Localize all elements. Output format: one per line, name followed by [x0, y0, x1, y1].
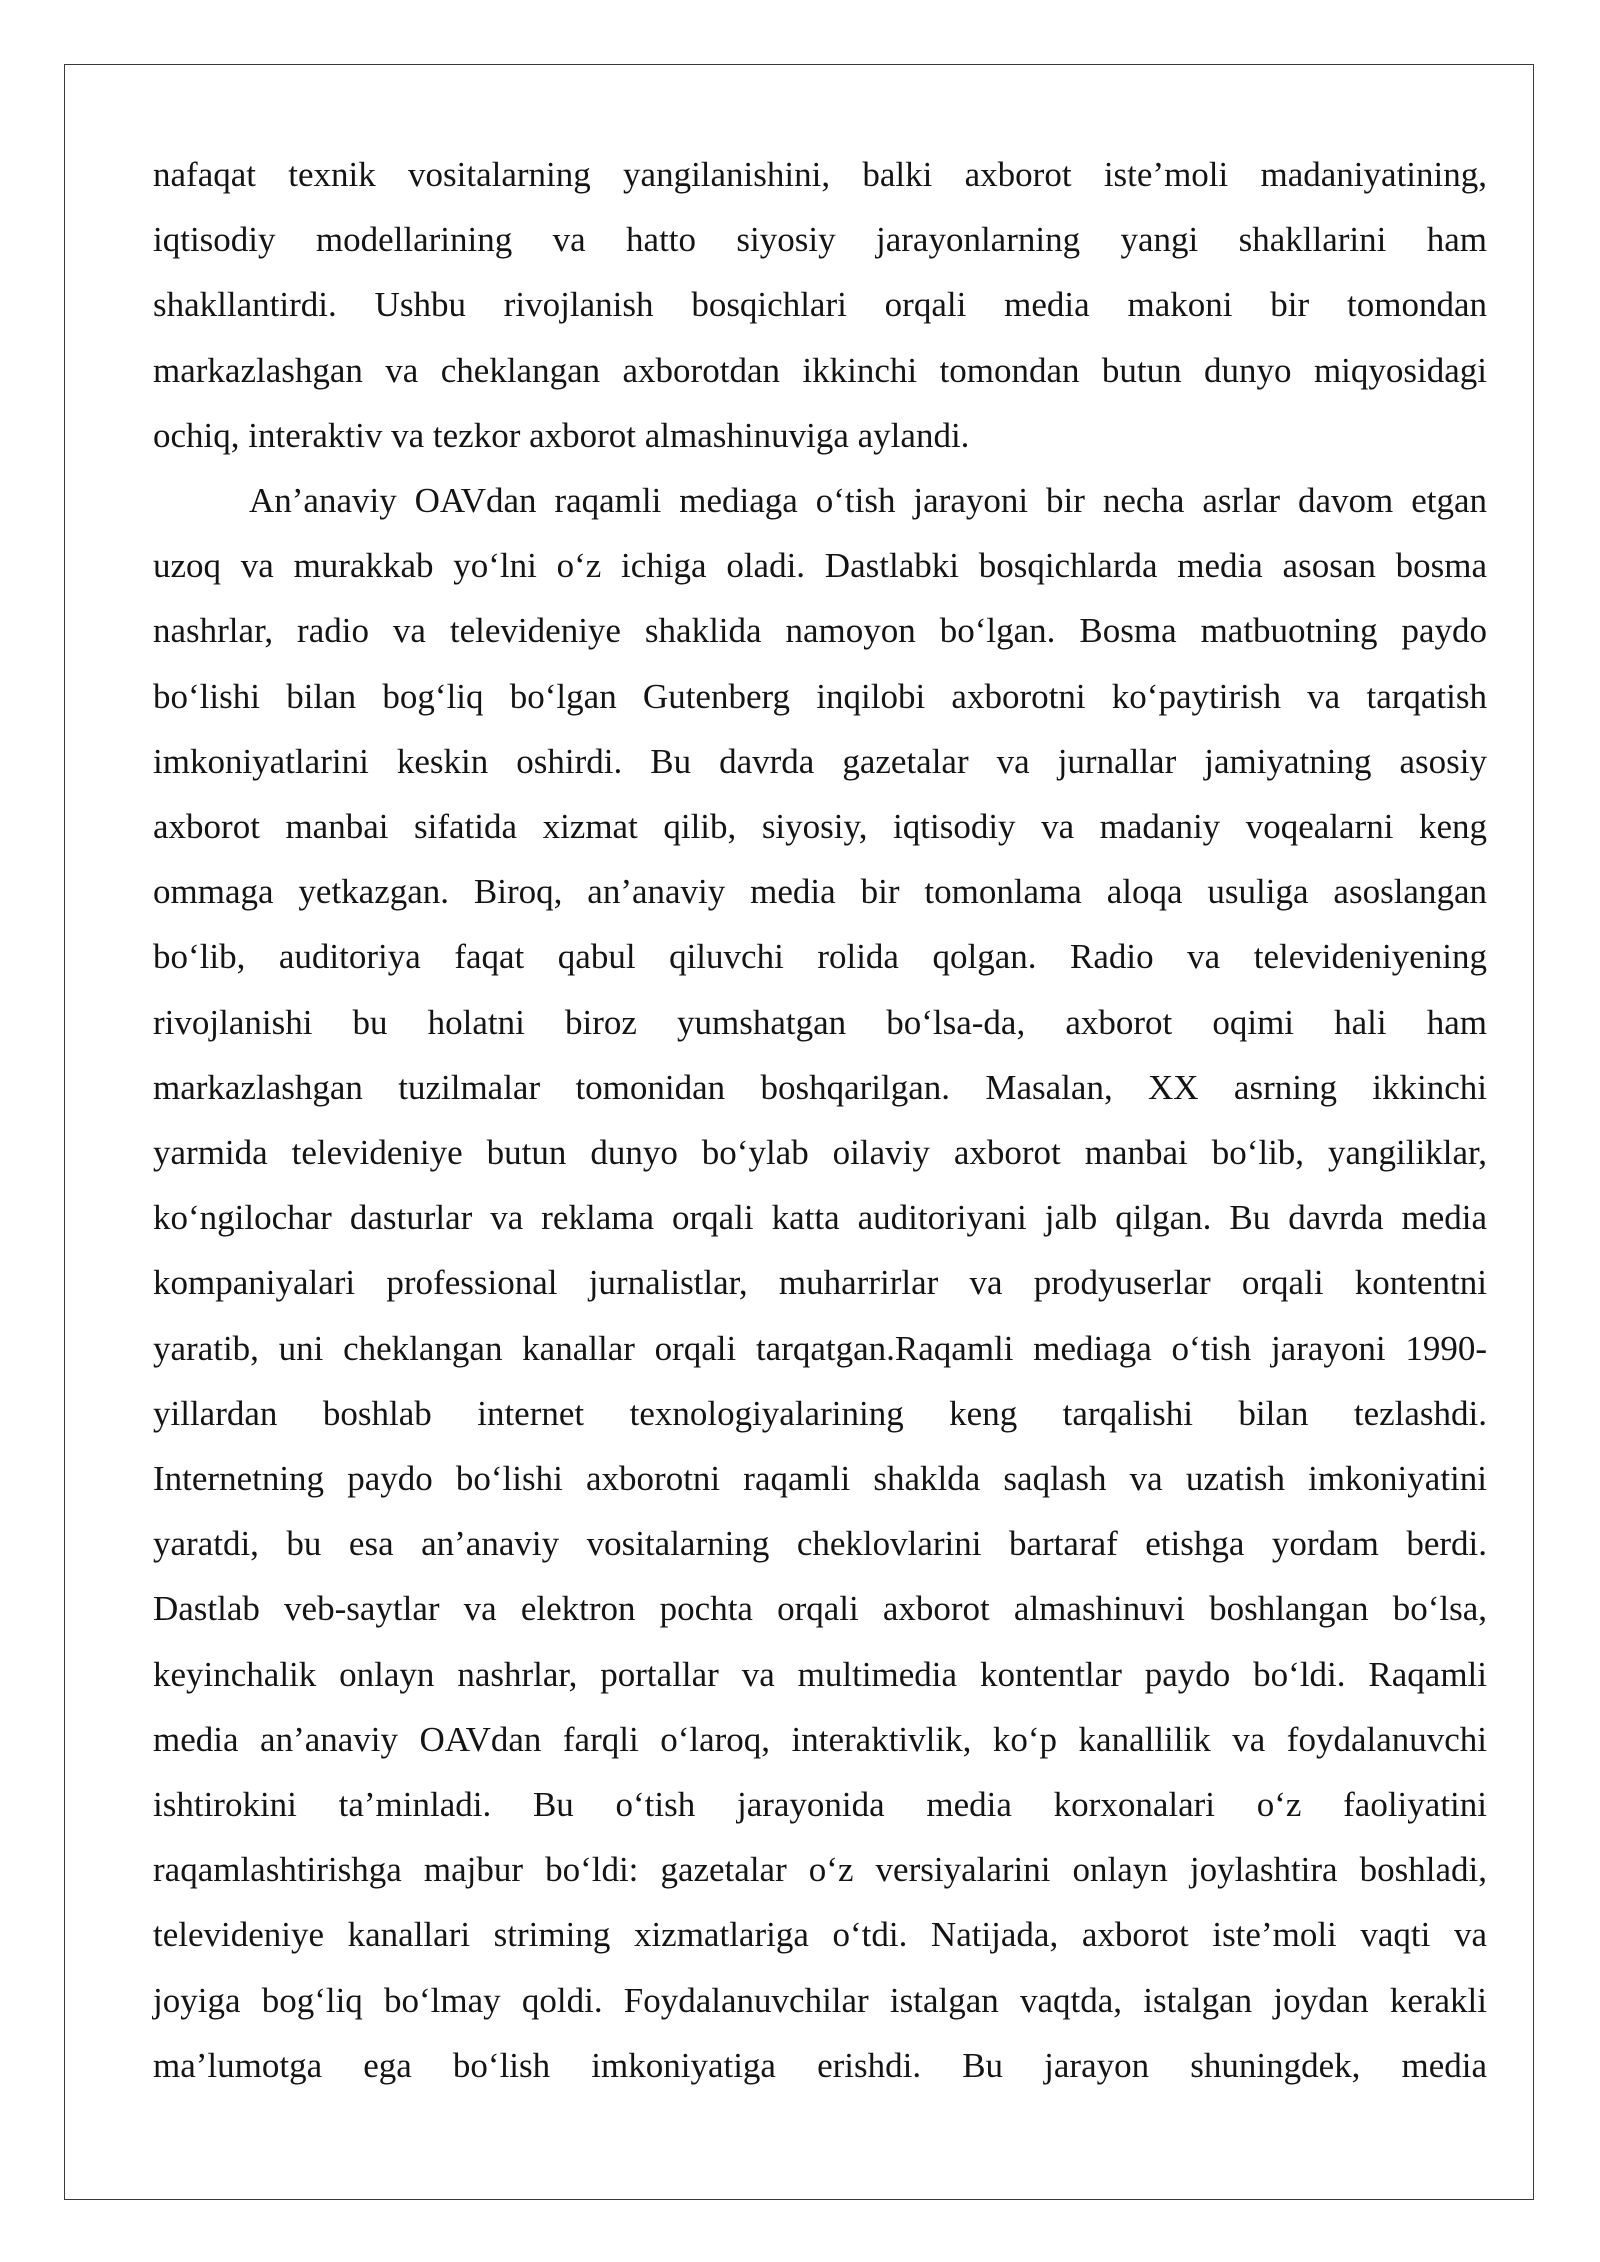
text-line: yaratdi, bu esa an’anaviy vositalarning cheklovlarini bartaraf etishga yordam berdi. [153, 1524, 1487, 1564]
text-line: raqamlashtirishga majbur boʻldi: gazetalar oʻz versiyalarini onlayn joylashtira boshladi, [153, 1850, 1487, 1890]
text-line: shakllantirdi. Ushbu rivojlanish bosqichlari orqali media makoni bir tomondan [153, 285, 1487, 325]
text-line: yarmida televideniye butun dunyo boʻylab oilaviy axborot manbai boʻlib, yangiliklar, [153, 1133, 1487, 1173]
text-line: ommaga yetkazgan. Biroq, an’anaviy media bir tomonlama aloqa usuliga asoslangan [153, 872, 1487, 912]
text-line: Internetning paydo boʻlishi axborotni raqamli shaklda saqlash va uzatish imkoniyatini [153, 1459, 1487, 1499]
text-line: televideniye kanallari striming xizmatlariga oʻtdi. Natijada, axborot iste’moli vaqti va [153, 1915, 1487, 1955]
text-line: yillardan boshlab internet texnologiyalarining keng tarqalishi bilan tezlashdi. [153, 1393, 1487, 1433]
text-line: uzoq va murakkab yoʻlni oʻz ichiga oladi. Dastlabki bosqichlarda media asosan bosma [153, 546, 1487, 586]
text-line: iqtisodiy modellarining va hatto siyosiy jarayonlarning yangi shakllarini ham [153, 220, 1487, 260]
text-line: rivojlanishi bu holatni biroz yumshatgan boʻlsa-da, axborot oqimi hali ham [153, 1002, 1487, 1042]
text-line: joyiga bogʻliq boʻlmay qoldi. Foydalanuvchilar istalgan vaqtda, istalgan joydan kerakli [153, 1980, 1487, 2020]
text-line: An’anaviy OAVdan raqamli mediaga oʻtish jarayoni bir necha asrlar davom etgan [249, 481, 1487, 521]
text-line: boʻlib, auditoriya faqat qabul qiluvchi rolida qolgan. Radio va televideniyening [153, 937, 1487, 977]
text-line: Dastlab veb-saytlar va elektron pochta orqali axborot almashinuvi boshlangan boʻlsa, [153, 1589, 1487, 1629]
text-line: markazlashgan va cheklangan axborotdan ikkinchi tomondan butun dunyo miqyosidagi [153, 350, 1487, 390]
paragraph-1 [153, 142, 1487, 468]
text-line: imkoniyatlarini keskin oshirdi. Bu davrda gazetalar va jurnallar jamiyatning asosiy [153, 741, 1487, 781]
text-line: ma’lumotga ega boʻlish imkoniyatiga erishdi. Bu jarayon shuningdek, media [153, 2045, 1487, 2085]
document-body [153, 142, 1487, 2098]
text-line: media an’anaviy OAVdan farqli oʻlaroq, interaktivlik, koʻp kanallilik va foydalanuvchi [153, 1719, 1487, 1759]
text-line: nashrlar, radio va televideniye shaklida namoyon boʻlgan. Bosma matbuotning paydo [153, 611, 1487, 651]
text-line: markazlashgan tuzilmalar tomonidan boshqarilgan. Masalan, XX asrning ikkinchi [153, 1067, 1487, 1107]
text-line: keyinchalik onlayn nashrlar, portallar va multimedia kontentlar paydo boʻldi. Raqamli [153, 1654, 1487, 1694]
text-line: axborot manbai sifatida xizmat qilib, siyosiy, iqtisodiy va madaniy voqealarni keng [153, 807, 1487, 847]
text-line: boʻlishi bilan bogʻliq boʻlgan Gutenberg inqilobi axborotni koʻpaytirish va tarqatish [153, 676, 1487, 716]
text-line: ochiq, interaktiv va tezkor axborot almashinuviga aylandi. [153, 415, 970, 455]
text-line: kompaniyalari professional jurnalistlar, muharrirlar va prodyuserlar orqali kontentni [153, 1263, 1487, 1303]
text-line: yaratib, uni cheklangan kanallar orqali tarqatgan.Raqamli mediaga oʻtish jarayoni 1990- [153, 1328, 1487, 1368]
paragraph-2 [153, 468, 1487, 2098]
text-line: koʻngilochar dasturlar va reklama orqali katta auditoriyani jalb qilgan. Bu davrda media [153, 1198, 1487, 1238]
text-line: nafaqat texnik vositalarning yangilanishini, balki axborot iste’moli madaniyatining, [153, 155, 1487, 194]
text-line: ishtirokini ta’minladi. Bu oʻtish jarayonida media korxonalari oʻz faoliyatini [153, 1785, 1487, 1825]
